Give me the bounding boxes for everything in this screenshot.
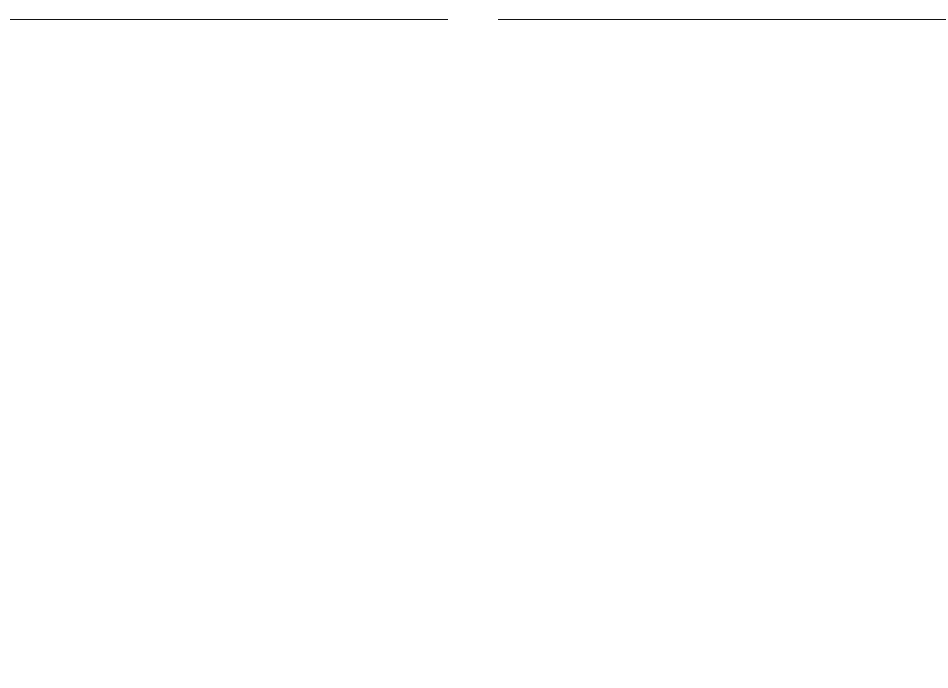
left-page — [0, 0, 470, 688]
chainword-puzzle — [496, 130, 941, 245]
right-page — [476, 0, 948, 688]
header-rule-left — [10, 19, 448, 20]
crossword-grid — [18, 530, 208, 660]
header-rule-right — [498, 19, 946, 20]
